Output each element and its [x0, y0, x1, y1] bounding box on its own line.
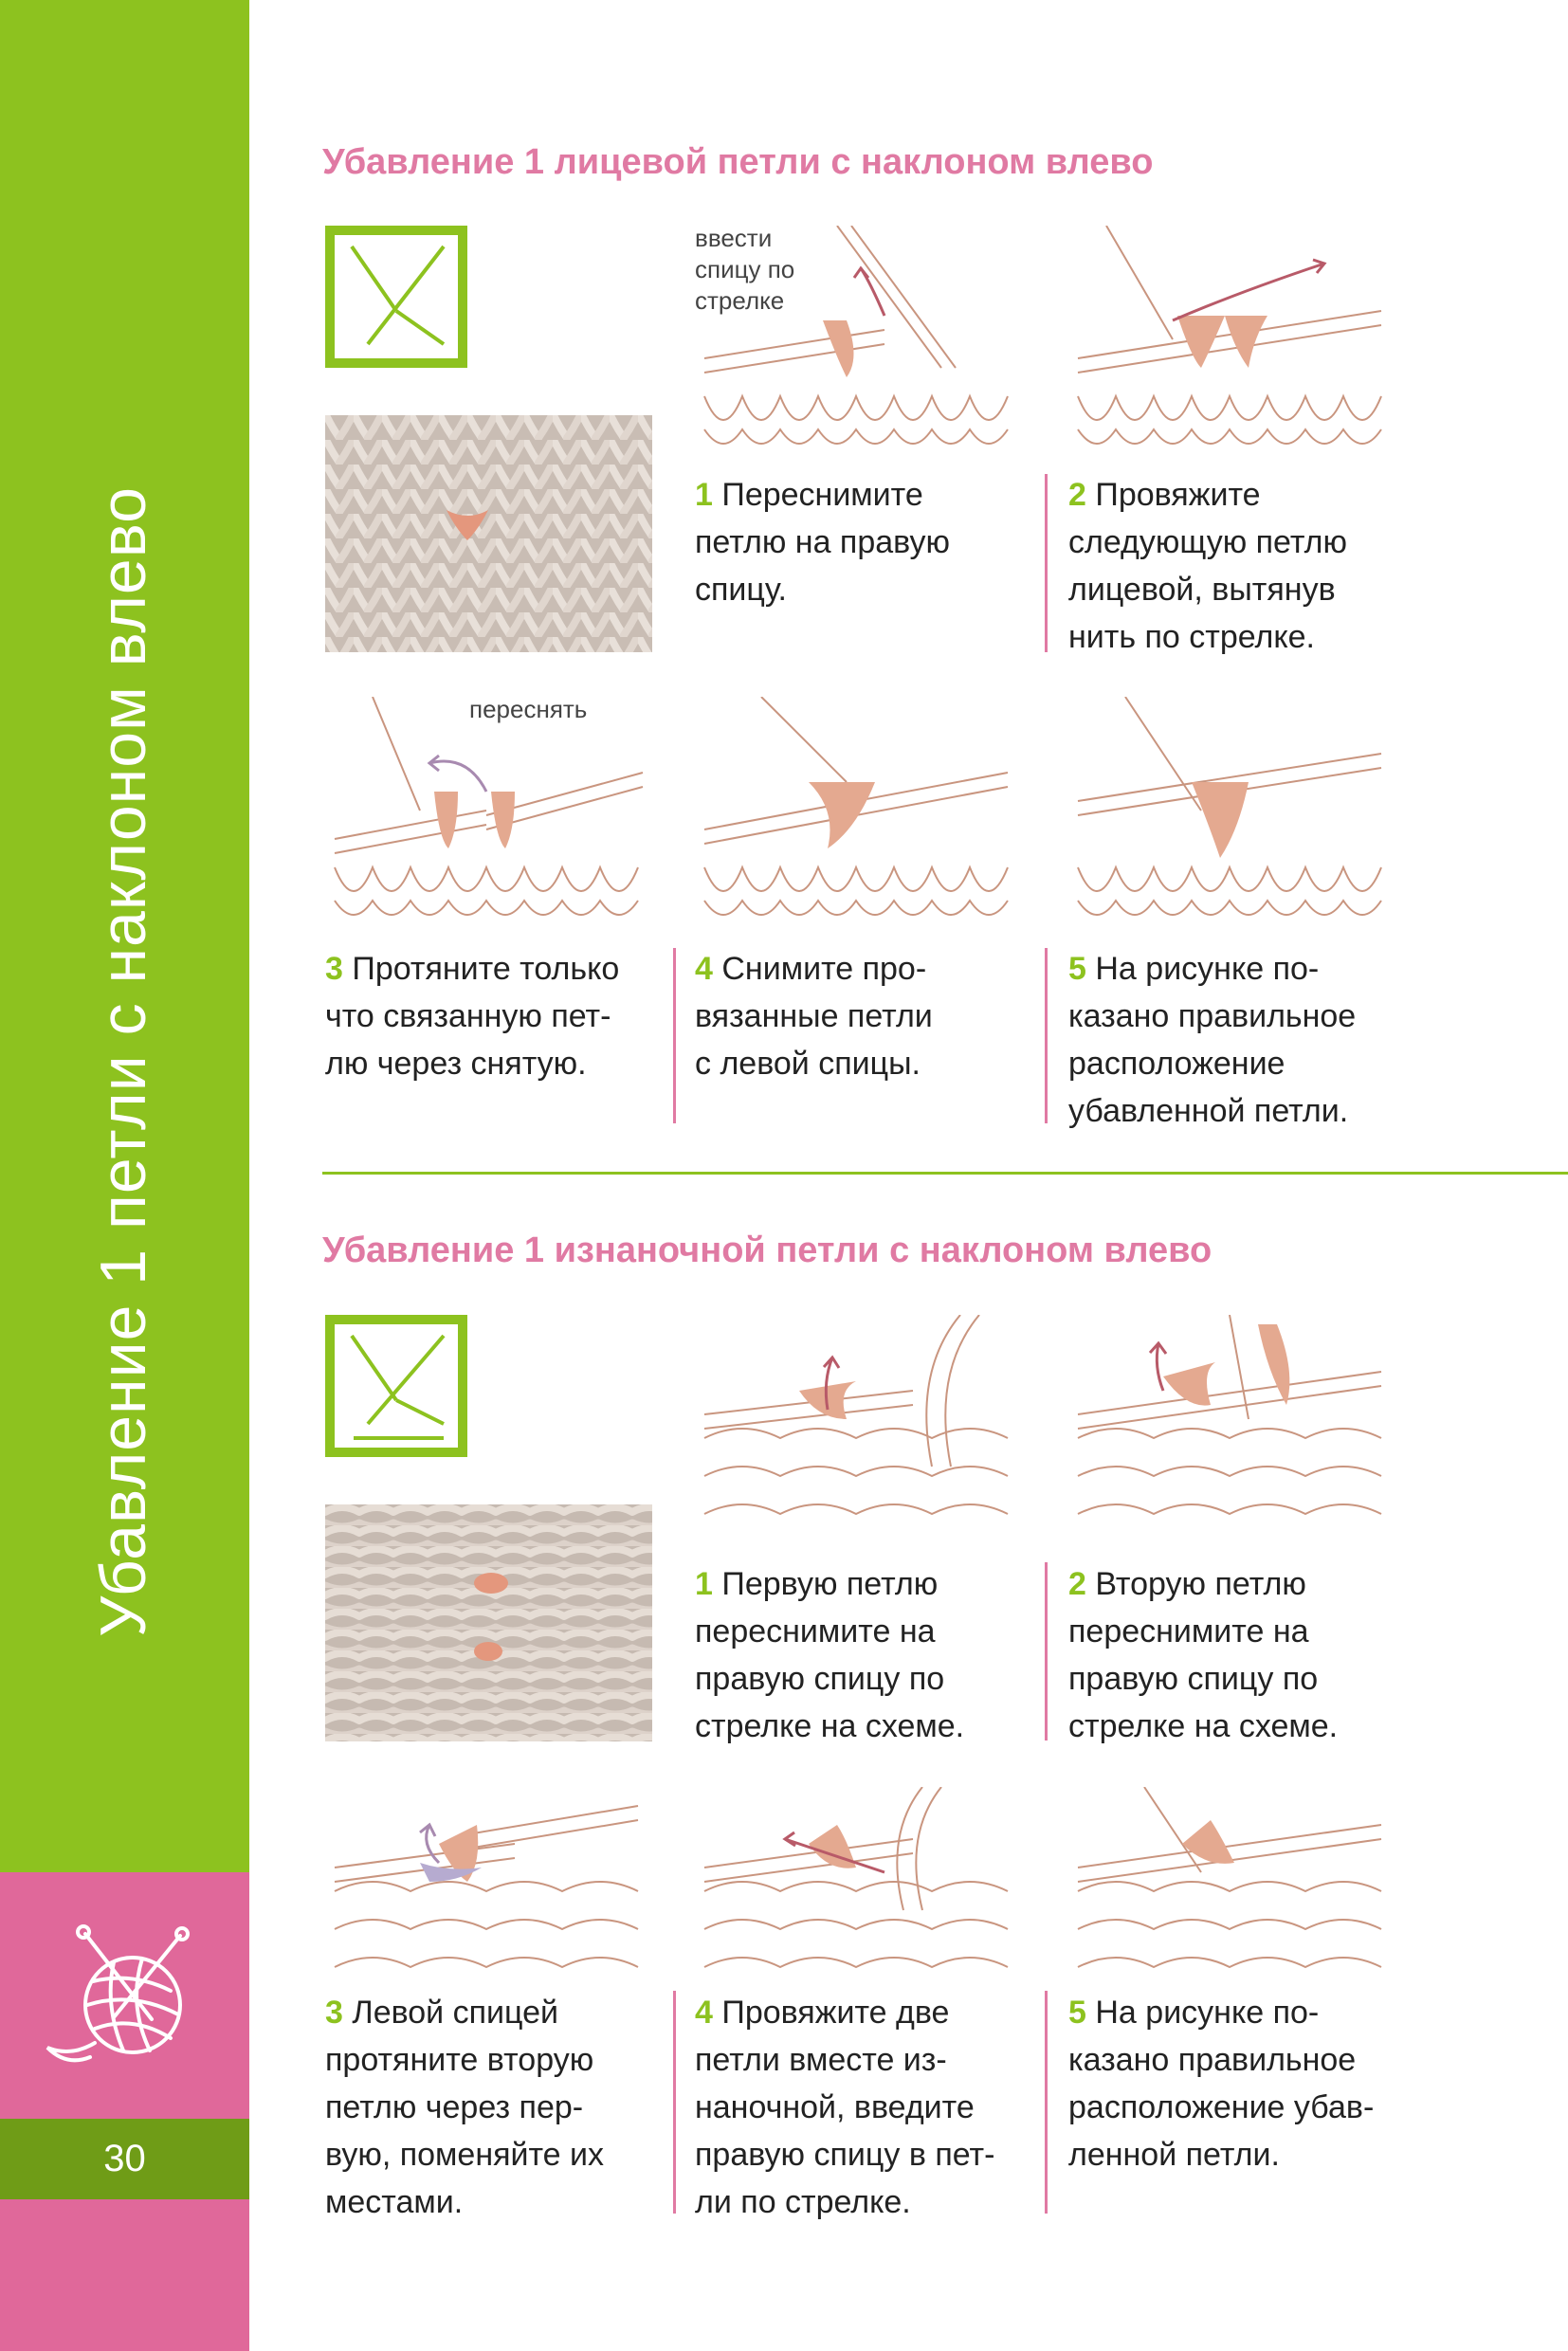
purl-step3-illustration: [325, 1787, 652, 2019]
purl-swatch-photo: [325, 1504, 652, 1741]
knit-step-4: 4 Снимите про- вязанные петли с левой спицы.: [695, 951, 933, 1082]
purl-step-4: 4 Провяжите две петли вместе из- наночной, введите правую спицу в пет- ли по стрелке.: [695, 1995, 995, 2220]
divider: [1045, 948, 1048, 1123]
purl-step1-illustration: [695, 1315, 1022, 1547]
knit-swatch-photo: [325, 415, 652, 652]
knit-decrease-symbol-icon: [325, 226, 467, 368]
section-divider: [322, 1172, 1568, 1175]
purl-step4-illustration: [695, 1787, 1022, 2019]
sidebar-bottom-band: [0, 2199, 249, 2351]
divider: [673, 1991, 676, 2214]
purl-step-5: 5 На рисунке по- казано правильное расположение убав- ленной петли.: [1068, 1995, 1375, 2173]
knit-step3-illustration: [325, 697, 652, 929]
page-number: 30: [103, 2138, 146, 2179]
divider: [673, 948, 676, 1123]
knit-step-1: 1 Переснимите петлю на правую спицу.: [695, 477, 950, 608]
knit-step1-label: ввести спицу по стрелке: [695, 224, 795, 315]
knit-step3-label: переснять: [469, 695, 588, 723]
divider: [1045, 1562, 1048, 1740]
vertical-chapter-title: Убавление 1 петли с наклоном влево: [87, 486, 159, 1637]
knit-step-5: 5 На рисунке по- казано правильное расположение убавленной петли.: [1068, 951, 1357, 1129]
section-heading-purl: Убавление 1 изнаночной петли с наклоном влево: [322, 1230, 1212, 1270]
knit-step4-illustration: [695, 697, 1022, 929]
yarn-ball-icon: [38, 1915, 209, 2086]
divider: [1045, 1991, 1048, 2214]
purl-step-2: 2 Вторую петлю переснимите на правую спицу по стрелке на схеме.: [1068, 1566, 1339, 1744]
purl-step2-illustration: [1068, 1315, 1395, 1547]
purl-step5-illustration: [1068, 1787, 1395, 2019]
section-heading-knit: Убавление 1 лицевой петли с наклоном влево: [322, 142, 1154, 182]
purl-step-1: 1 Первую петлю переснимите на правую спицу по стрелке на схеме.: [695, 1566, 965, 1744]
divider: [1045, 474, 1048, 652]
purl-step-3: 3 Левой спицей протяните вторую петлю через пер- вую, поменяйте их местами.: [325, 1995, 605, 2220]
knit-step5-illustration: [1068, 697, 1395, 929]
knit-step-3: 3 Протяните только что связанную пет- лю через снятую.: [325, 951, 620, 1082]
knit-step2-illustration: [1068, 226, 1395, 458]
knit-step-2: 2 Провяжите следующую петлю лицевой, вытянув нить по стрелке.: [1068, 477, 1347, 655]
purl-decrease-symbol-icon: [325, 1315, 467, 1457]
